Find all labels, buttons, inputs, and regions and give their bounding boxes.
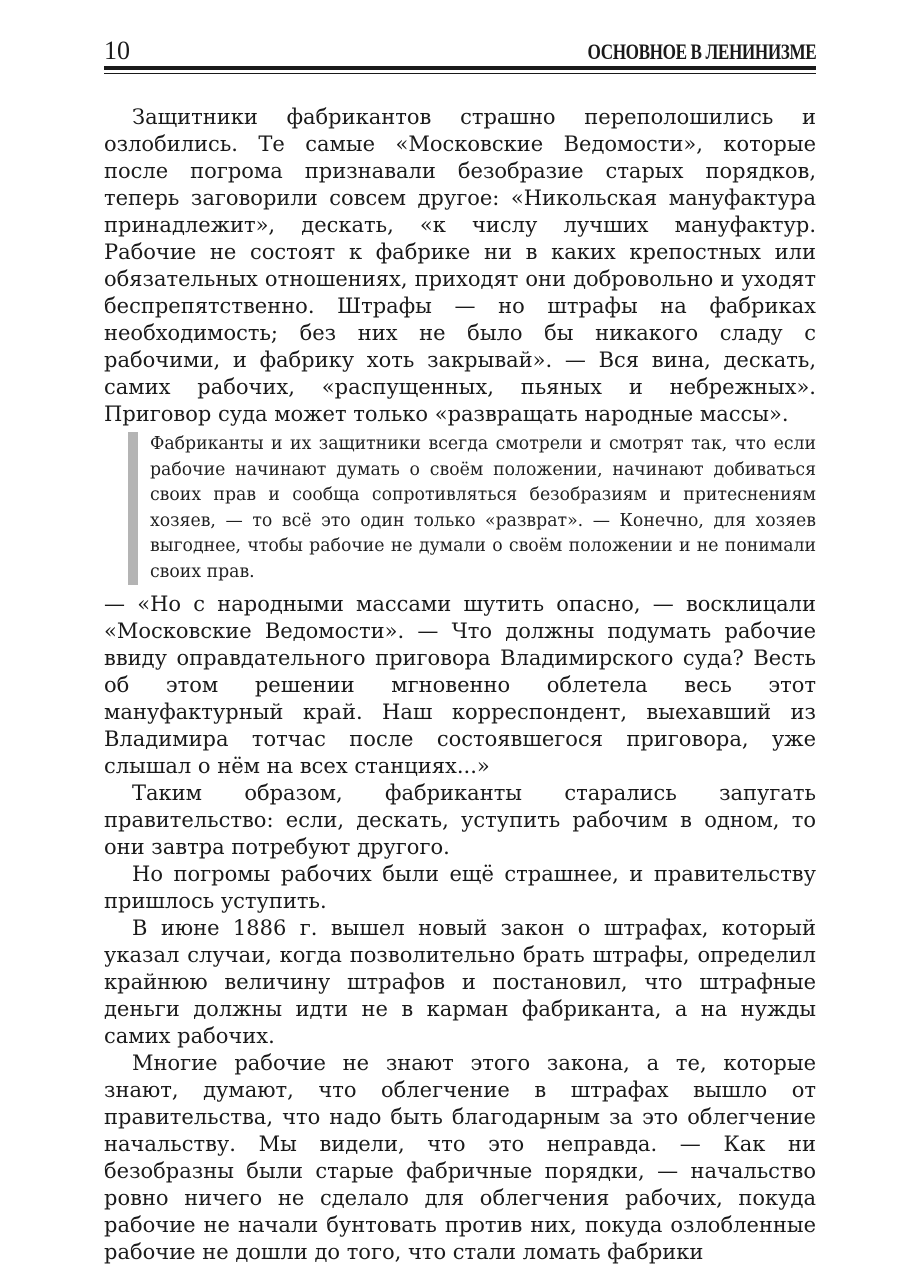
paragraph-2: — «Но с народными массами шутить опасно, — восклицали «Московские Ведомости». — Что должны подумать рабочие ввиду оправдательного приговора Владимирского суда? Весть об этом решении мгновенно облетела весь этот мануфактурный край. Наш корреспондент, выехавший из Владимира тотчас после состоявшегося приговора, уже слышал о нём на всех станциях...» (104, 592, 816, 778)
paragraph-1: Защитники фабрикантов страшно переполошились и озлобились. Те самые «Московские Ведомости», которые после погрома признавали безобразие старых порядков, теперь заговорили совсем другое: «Никольская мануфактура принадлежит», дескать, «к числу лучших мануфактур. Рабочие не состоят к фабрике ни в каких крепостных или обязательных отношениях, приходят они добровольно и уходят беспрепятственно. Штрафы — но штрафы на фабриках необходимость; без них не было бы никакого сладу с рабочими, и фабрику хоть закрывай». — Вся вина, дескать, самих рабочих, «распущенных, пьяных и небрежных». Приговор суда может только «развращать народные массы». (104, 105, 816, 426)
quote-text: Фабриканты и их защитники всегда смотрели и смотрят так, что если рабочие начинают думать о своём положении, начинают добиваться своих прав и сообща сопротивляться безобразиям и притеснениям хозяев, — то всё это один только «разврат». — Конечно, для хозяев выгоднее, чтобы рабочие не думали о своём положении и не понимали своих прав. (150, 434, 816, 582)
paragraph-3: Таким образом, фабриканты старались запугать правительство: если, дескать, уступить рабочим в одном, то они завтра потребуют другого. (104, 781, 816, 859)
paragraph-6: Многие рабочие не знают этого закона, а те, которые знают, думают, что облегчение в штрафах вышло от правительства, что надо быть благодарным за это облегчение начальству. Мы видели, что это неправда. — Как ни безобразны были старые фабричные порядки, — начальство ровно ничего не сделало для облегчения рабочих, покуда рабочие не начали бунтовать против них, покуда озлобленные рабочие не дошли до того, что стали ломать фабрики (104, 1051, 816, 1264)
paragraph-5: В июне 1886 г. вышел новый закон о штрафах, который указал случаи, когда позволительно брать штрафы, определил крайнюю величину штрафов и постановил, что штрафные деньги должны идти не в карман фабриканта, а на нужды самих рабочих. (104, 916, 816, 1048)
header-rule-thick (104, 66, 816, 70)
quote-block (128, 432, 816, 585)
page-number: 10 (104, 36, 130, 65)
paragraph-4: Но погромы рабочих были ещё страшнее, и правительству пришлось уступить. (104, 862, 816, 913)
running-title: ОСНОВНОЕ В ЛЕНИНИЗМЕ (587, 39, 816, 64)
body-text (104, 104, 816, 1266)
header-rule-thin (104, 73, 816, 74)
quote-bar (128, 432, 138, 585)
